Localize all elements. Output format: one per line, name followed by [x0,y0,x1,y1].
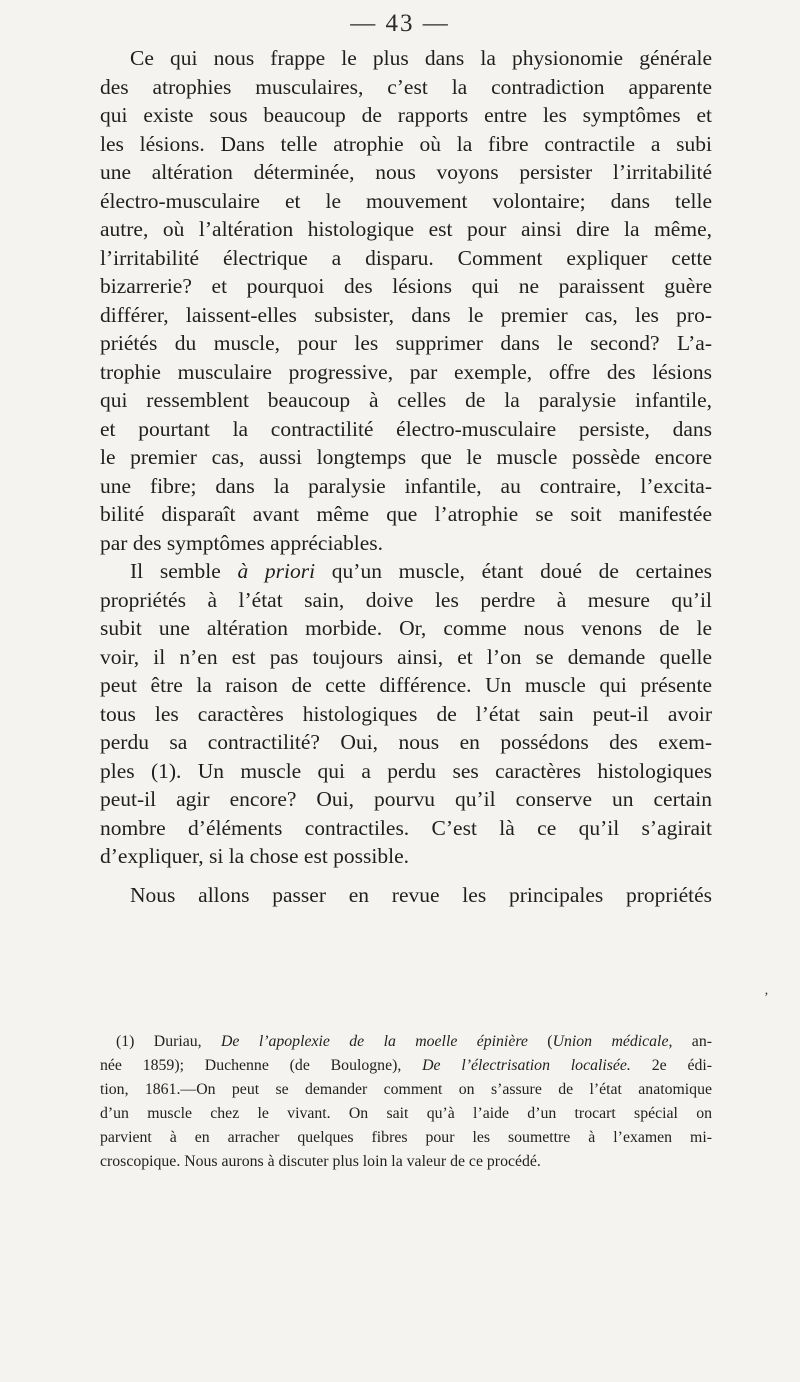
text-line: d’expliquer, si la chose est possible. [100,844,410,868]
text-line: et pourtant la contractilité électro-musculaire persiste, dans [100,416,712,441]
footnote-line: tion, 1861.—On peut se demander comment on s’assure de l’état anatomique [100,1081,712,1098]
footnote-line: croscopique. Nous aurons à discuter plus loin la valeur de ce procédé. [100,1153,541,1170]
text-segment: ( [527,1033,553,1050]
text-line: voir, il n’en est pas toujours ainsi, et l’on se demande quelle [100,644,712,669]
page-number: — 43 — [350,10,450,37]
paragraph-3 [100,881,712,910]
text-line: priétés du muscle, pour les supprimer dans le second? L’a- [100,331,712,355]
footnote-line: parvient à en arracher quelques fibres pour les soumettre à l’examen mi- [100,1129,712,1146]
text-line: des atrophies musculaires, c’est la contradiction apparente [100,74,712,99]
text-line: peut-il agir encore? Oui, pourvu qu’il conserve un certain [100,787,712,811]
text-line: subit une altération morbide. Or, comme nous venons de le [100,616,712,640]
text-segment: née 1859); Duchenne (de Boulogne), [100,1057,423,1074]
text-line: tous les caractères histologiques de l’état sain peut-il avoir [100,701,712,726]
text-line: autre, où l’altération histologique est pour ainsi dire la même, [100,217,712,241]
paragraph-1 [100,44,712,557]
text-line: ples (1). Un muscle qui a perdu ses caractères histologiques [100,758,712,783]
text-line: Ce qui nous frappe le plus dans la physionomie générale [130,46,712,70]
text-segment: qu’un muscle, étant doué de certaines [315,559,712,583]
text-segment: Il semble [130,559,238,583]
text-line: bizarrerie? et pourquoi des lésions qui ne paraissent guère [100,274,712,298]
italic-title: Union médicale [552,1033,669,1050]
text-line: peut être la raison de cette différence. Un muscle qui présente [100,673,712,697]
paragraph-2 [100,557,712,871]
text-line: les lésions. Dans telle atrophie où la fibre contractile a subi [100,131,712,156]
text-line: par des symptômes appréciables. [100,530,383,555]
text-line: le premier cas, aussi longtemps que le muscle possède encore [100,445,712,469]
italic-phrase: à priori [237,559,316,583]
text-line: perdu sa contractilité? Oui, nous en possédons des exem- [100,730,712,754]
margin-mark: ‚ [764,983,769,998]
text-segment: (1) Duriau, [116,1033,222,1050]
text-line: trophie musculaire progressive, par exemple, offre des lésions [100,359,712,384]
italic-title: De l’apoplexie de la moelle épinière [221,1033,528,1050]
text-line: propriétés à l’état sain, doive les perdre à mesure qu’il [100,587,712,612]
text-line: nombre d’éléments contractiles. C’est là ce qu’il s’agirait [100,815,712,840]
footnote-line-second [100,1054,712,1078]
text-line: qui ressemblent beaucoup à celles de la paralysie infantile, [100,388,712,412]
text-line: Nous allons passer en revue les principales propriétés [130,882,712,907]
text-line: une altération déterminée, nous voyons persister l’irritabilité [100,160,712,184]
body-text [100,44,712,909]
text-line: une fibre; dans la paralysie infantile, au contraire, l’excita- [100,473,712,498]
text-line: électro-musculaire et le mouvement volontaire; dans telle [100,188,712,213]
text-line: qui existe sous beaucoup de rapports entre les symptômes et [100,103,712,127]
text-line-first [100,557,712,586]
footnote-line-first [100,1030,712,1054]
footnote [100,1030,712,1174]
text-segment: , an- [668,1033,712,1050]
footnote-line: d’un muscle chez le vivant. On sait qu’à l’aide d’un trocart spécial on [100,1105,712,1122]
text-line: différer, laissent-elles subsister, dans le premier cas, les pro- [100,302,712,327]
text-segment: 2e édi- [630,1057,712,1074]
text-line: l’irritabilité électrique a disparu. Comment expliquer cette [100,245,712,270]
text-line: bilité disparaît avant même que l’atrophie se soit manifestée [100,502,712,526]
italic-title: De l’électrisation localisée. [422,1057,631,1074]
